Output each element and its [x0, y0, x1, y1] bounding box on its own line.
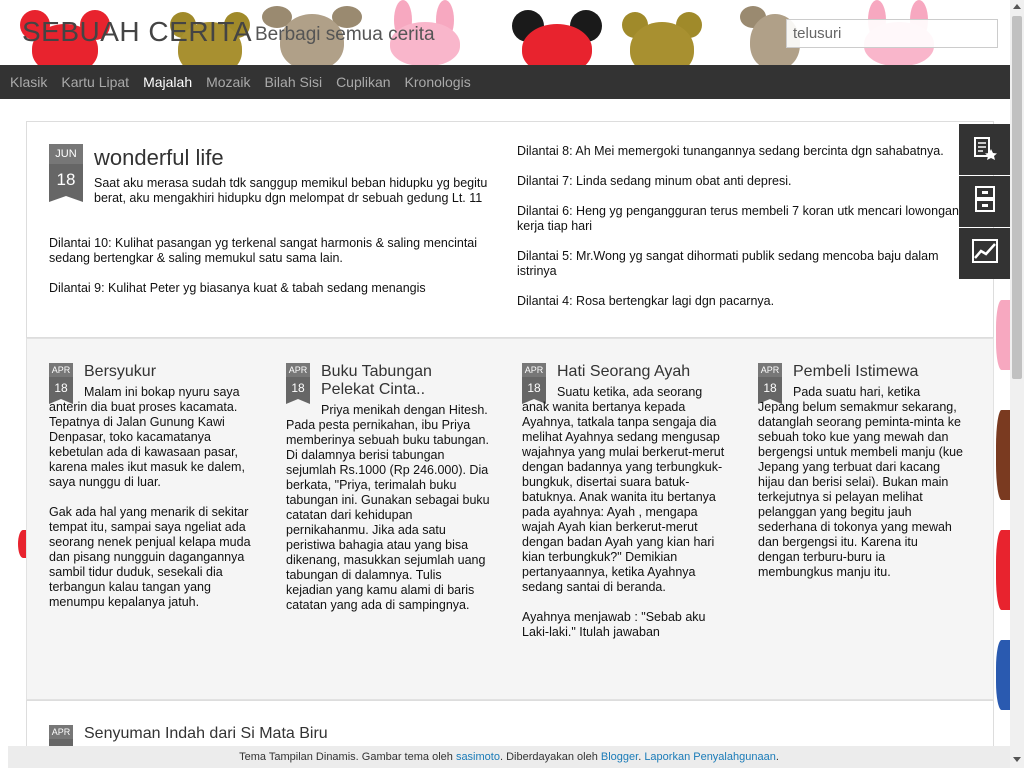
paragraph: Dilantai 9: Kulihat Peter yg biasanya kuat & tabah sedang menangis — [49, 281, 426, 295]
post-body-left — [49, 236, 504, 311]
date-day: 18 — [286, 377, 310, 399]
paragraph: Pada suatu hari, ketika Jepang belum semakmur sekarang, datanglah seorang peminta-minta ke sebuah toko kue yang mewah dan bergengsi untuk membeli manju (kue Jepang yang terbuat dari kacang hijau dan berisi selai). Bukan main terkejutnya si pelayan melihat pelanggan yang begitu jauh sederhana di tokonya yang mewah dan bergengsi itu. Karena itu dengan terburu-buru ia membungkus manju itu. — [758, 385, 963, 579]
toy-red-mouse — [996, 530, 1010, 610]
paragraph: Malam ini bokap nyuru saya anterin dia buat proses kacamata. Tepatnya di Jalan Gunung Kawi Denpasar, toko kacamatanya kebetulan ada di kawasaan pasar, karena males ikut masuk ke dalem, saya nunggu di luar. — [49, 385, 245, 489]
date-month: APR — [522, 363, 546, 377]
report-abuse-link[interactable]: Laporkan Penyalahgunaan — [644, 751, 776, 763]
post-title[interactable]: Buku Tabungan Pelekat Cinta.. — [321, 363, 432, 398]
post-title[interactable]: wonderful life — [94, 145, 224, 170]
post-excerpt — [758, 385, 963, 595]
blog-description: Berbagi semua cerita — [255, 24, 435, 45]
post-title[interactable]: Bersyukur — [84, 363, 157, 380]
paragraph: Suatu ketika, ada seorang anak wanita bertanya kepada Ayahnya, tatkala tanpa sengaja dia melihat Ayahnya sedang mengusap wajahnya yang mulai berkerut-merut dengan badannya yang terbungkuk-bungkuk, disertai suara batuk-batuknya. Anak wanita itu bertanya pada ayahnya: Ayah , mengapa wajah Ayah kian berkerut-merut dengan badan Ayah yang kian hari kian terbungkuk?" Demikian pertanyaannya, ketika Ayahnya sedang santai di beranda. — [522, 385, 725, 594]
blogger-link[interactable]: Blogger — [600, 751, 639, 763]
post-excerpt — [522, 385, 727, 655]
attribution-footer — [8, 746, 1010, 768]
post-title[interactable]: Senyuman Indah dari Si Mata Biru — [84, 725, 328, 742]
toy-pink-bunny — [996, 300, 1010, 370]
footer-text: . Diberdayakan oleh — [499, 751, 601, 763]
paragraph: Dilantai 10: Kulihat pasangan yg terkenal sangat harmonis & saling mencintai sedang bertengkar & saling memukul satu sama lain. — [49, 236, 478, 265]
post-body-right — [517, 144, 977, 324]
blog-title[interactable]: SEBUAH CERITA — [22, 16, 253, 47]
footer-text: . — [775, 751, 779, 763]
post-title[interactable]: Hati Seorang Ayah — [557, 363, 691, 380]
date-badge — [49, 144, 83, 202]
paragraph: Dilantai 5: Mr.Wong yg sangat dihormati publik sedang mencoba baju dalam istrinya — [517, 249, 939, 278]
nav-item-kartu-lipat[interactable]: Kartu Lipat — [61, 74, 130, 90]
post-grid — [26, 338, 994, 700]
scroll-thumb[interactable] — [1012, 16, 1022, 379]
paragraph: Ayahnya menjawab : "Sebab aku Laki-laki." Itulah jawaban — [522, 610, 706, 639]
notes-star-icon — [972, 133, 998, 166]
toy-blue-bear — [996, 640, 1010, 710]
footer-text: Tema Tampilan Dinamis. Gambar tema oleh — [239, 751, 456, 763]
scroll-down-icon[interactable] — [1013, 757, 1021, 762]
post-excerpt — [286, 403, 491, 628]
paragraph: Gak ada hal yang menarik di sekitar tempat itu, sampai saya ngeliat ada seorang nenek penjual kelapa muda dan pisang nungguin dagangannya sambil tidur duduk, sesekali dia terbangun kalau tangan yang menumpu kepalanya jatuh. — [49, 505, 251, 609]
paragraph: Dilantai 4: Rosa bertengkar lagi dgn pacarnya. — [517, 294, 775, 308]
post-excerpt — [49, 385, 254, 625]
blog-header — [0, 0, 1010, 65]
post-title[interactable]: Pembeli Istimewa — [793, 363, 919, 380]
popular-posts-button[interactable] — [959, 228, 1010, 279]
date-badge — [286, 363, 310, 404]
side-toolbar — [959, 124, 1010, 280]
archive-cabinet-icon — [974, 185, 996, 218]
view-nav-bar — [0, 65, 1010, 99]
date-day: 18 — [522, 377, 546, 399]
paragraph: Priya menikah dengan Hitesh. Pada pesta pernikahan, ibu Priya memberinya sebuah buku tabungan. Di dalamnya berisi tabungan sejumlah Rs.1000 (Rp 246.000). Dia berkata, "Priya, terimalah buku tabungan ini. Gunakan sebagai buku catatan dari kehidupan pernikahanmu. Jika ada satu peristiwa bahagia atau yang bisa dikenang, masukkan sejumlah uang tabungan di dalamnya. Tulis kejadian yang kamu alami di baris catatan yang ada di sampingnya. — [286, 403, 490, 612]
post-intro: Saat aku merasa sudah tdk sanggup memikul beban hidupku yg begitu berat, aku mengakhiri hidupku dgn melompat dr sebuah gedung Lt. 11 — [94, 176, 488, 205]
date-month: APR — [49, 725, 73, 739]
archive-button[interactable] — [959, 176, 1010, 227]
scroll-up-icon[interactable] — [1013, 4, 1021, 9]
nav-item-klasik[interactable]: Klasik — [10, 74, 48, 90]
trend-chart-icon — [971, 238, 999, 269]
date-day: 18 — [49, 164, 83, 196]
date-month: APR — [758, 363, 782, 377]
date-day: 18 — [49, 377, 73, 399]
search-input[interactable] — [786, 19, 998, 48]
date-month: JUN — [49, 144, 83, 164]
date-month: APR — [49, 363, 73, 377]
page-scrollbar[interactable] — [1010, 0, 1024, 768]
nav-item-cuplikan[interactable]: Cuplikan — [336, 74, 391, 90]
paragraph: Dilantai 7: Linda sedang minum obat anti depresi. — [517, 174, 792, 188]
date-month: APR — [286, 363, 310, 377]
featured-post — [26, 121, 994, 338]
nav-item-mozaik[interactable]: Mozaik — [206, 74, 251, 90]
notes-star-button[interactable] — [959, 124, 1010, 175]
toy-brown-bear — [996, 410, 1010, 500]
date-day: 18 — [758, 377, 782, 399]
nav-item-kronologis[interactable]: Kronologis — [404, 74, 471, 90]
nav-item-majalah[interactable]: Majalah — [143, 74, 193, 90]
theme-author-link[interactable]: sasimoto — [455, 751, 500, 763]
paragraph: Dilantai 8: Ah Mei memergoki tunangannya sedang bercinta dgn sahabatnya. — [517, 144, 944, 158]
nav-item-bilah-sisi[interactable]: Bilah Sisi — [264, 74, 323, 90]
paragraph: Dilantai 6: Heng yg pengangguran terus membeli 7 koran utk mencari lowongan kerja tiap hari — [517, 204, 959, 233]
footer-text: . — [638, 751, 645, 763]
